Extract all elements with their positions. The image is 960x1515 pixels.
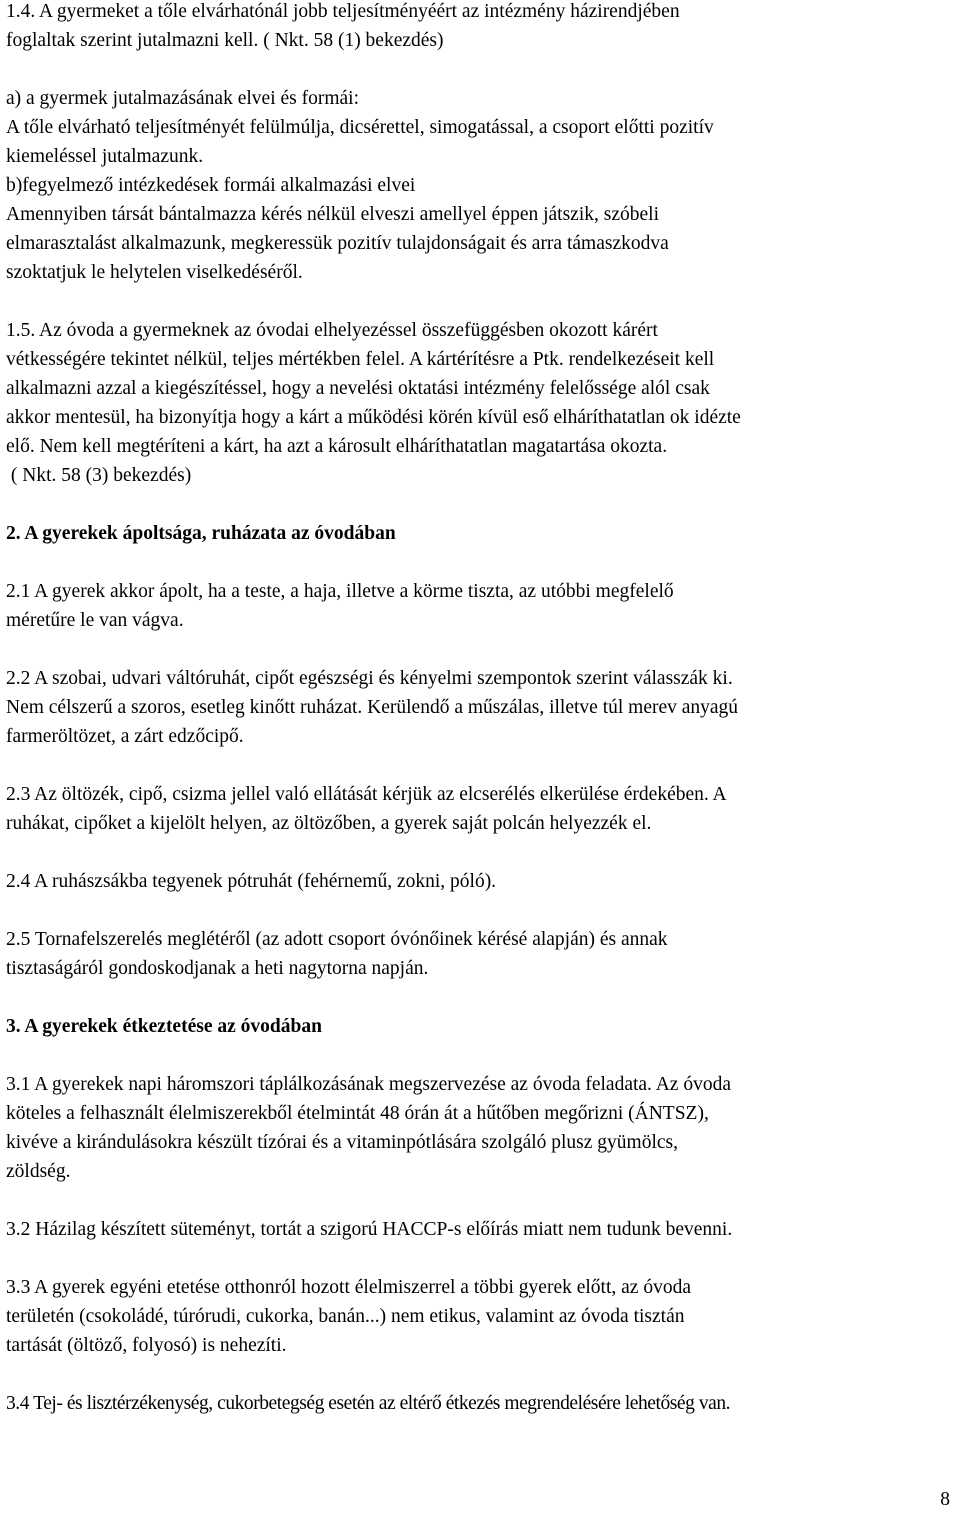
section-3-heading: 3. A gyerekek étkeztetése az óvodában — [6, 1016, 322, 1037]
text-line: területén (csokoládé, túrórudi, cukorka, banán...) nem etikus, valamint az óvoda tisztán — [6, 1306, 685, 1327]
text-line: 2.3 Az öltözék, cipő, csizma jellel való ellátását kérjük az elcserélés elkerülése érdekében. A — [6, 784, 727, 805]
text-line: elő. Nem kell megtéríteni a kárt, ha azt a károsult elháríthatatlan magatartása okozta. — [6, 436, 668, 457]
paragraph-2-3 — [6, 780, 954, 838]
text-line: kiemeléssel jutalmazunk. — [6, 146, 204, 167]
text-line: szoktatjuk le helytelen viselkedéséről. — [6, 262, 303, 283]
paragraph-1-4-a — [6, 84, 954, 171]
text-line: köteles a felhasznált élelmiszerekből ételmintát 48 órán át a hűtőben megőrizni (ÁNTSZ), — [6, 1103, 709, 1124]
text-line: ( Nkt. 58 (3) bekezdés) — [6, 465, 192, 486]
text-line: foglaltak szerint jutalmazni kell. ( Nkt. 58 (1) bekezdés) — [6, 30, 444, 51]
text-line: tisztaságáról gondoskodjanak a heti nagytorna napján. — [6, 958, 429, 979]
text-line: Nem célszerű a szoros, esetleg kinőtt ruházat. Kerülendő a műszálas, illetve túl merev anyagú — [6, 697, 739, 718]
paragraph-3-4 — [6, 1389, 954, 1418]
paragraph-3-1 — [6, 1070, 954, 1186]
text-line: b)fegyelmező intézkedések formái alkalmazási elvei — [6, 175, 416, 196]
text-line: farmeröltözet, a zárt edzőcipő. — [6, 726, 244, 747]
paragraph-1-5 — [6, 316, 954, 490]
paragraph-2-5 — [6, 925, 954, 983]
paragraph-1-4-b — [6, 171, 954, 287]
text-line: 3.1 A gyerekek napi háromszori táplálkozásának megszervezése az óvoda feladata. Az óvoda — [6, 1074, 731, 1095]
text-line: alkalmazni azzal a kiegészítéssel, hogy a nevelési oktatási intézmény felelőssége alól csak — [6, 378, 710, 399]
text-line: 1.5. Az óvoda a gyermeknek az óvodai elhelyezéssel összefüggésben okozott kárért — [6, 320, 658, 341]
text-line: méretűre le van vágva. — [6, 610, 184, 631]
text-line: a) a gyermek jutalmazásának elvei és formái: — [6, 88, 359, 109]
text-line: 3.3 A gyerek egyéni etetése otthonról hozott élelmiszerrel a többi gyerek előtt, az óvoda — [6, 1277, 691, 1298]
text-line: 2.2 A szobai, udvari váltóruhát, cipőt egészségi és kényelmi szempontok szerint válasszák ki. — [6, 668, 733, 689]
text-line: vétkességére tekintet nélkül, teljes mértékben felel. A kártérítésre a Ptk. rendelkezéseit kell — [6, 349, 715, 370]
text-line: tartását (öltöző, folyosó) is nehezíti. — [6, 1335, 287, 1356]
text-line: 3.2 Házilag készített süteményt, tortát a szigorú HACCP-s előírás miatt nem tudunk bevenni. — [6, 1219, 733, 1240]
text-line: 1.4. A gyermeket a tőle elvárhatónál jobb teljesítményéért az intézmény házirendjében — [6, 1, 680, 22]
paragraph-2-1 — [6, 577, 954, 635]
paragraph-3-3 — [6, 1273, 954, 1360]
text-line: kivéve a kirándulásokra készült tízórai és a vitaminpótlására szolgáló plusz gyümölcs, — [6, 1132, 679, 1153]
paragraph-2-2 — [6, 664, 954, 751]
text-line: elmarasztalást alkalmazunk, megkeressük pozitív tulajdonságait és arra támaszkodva — [6, 233, 669, 254]
text-line: 2.4 A ruhászsákba tegyenek pótruhát (fehérnemű, zokni, póló). — [6, 871, 497, 892]
document-page — [6, 0, 954, 1418]
paragraph-3-2 — [6, 1215, 954, 1244]
section-2-heading: 2. A gyerekek ápoltsága, ruházata az óvodában — [6, 523, 396, 544]
text-line: 2.1 A gyerek akkor ápolt, ha a teste, a haja, illetve a körme tiszta, az utóbbi megfelelő — [6, 581, 674, 602]
page-number: 8 — [940, 1489, 950, 1510]
text-line: Amennyiben társát bántalmazza kérés nélkül elveszi amellyel éppen játszik, szóbeli — [6, 204, 659, 225]
text-line: 2.5 Tornafelszerelés meglétéről (az adott csoport óvónőinek kérésé alapján) és annak — [6, 929, 668, 950]
text-line: akkor mentesül, ha bizonyítja hogy a kárt a működési körén kívül eső elháríthatatlan ok idézte — [6, 407, 741, 428]
paragraph-1-4 — [6, 0, 954, 55]
text-line: ruhákat, cipőket a kijelölt helyen, az öltözőben, a gyerek saját polcán helyezzék el. — [6, 813, 652, 834]
text-line: 3.4 Tej- és lisztérzékenység, cukorbetegség esetén az eltérő étkezés megrendelésére lehetőség van. — [6, 1393, 731, 1414]
text-line: zöldség. — [6, 1161, 71, 1182]
paragraph-2-4 — [6, 867, 954, 896]
text-line: A tőle elvárható teljesítményét felülmúlja, dicsérettel, simogatással, a csoport előtti pozitív — [6, 117, 714, 138]
